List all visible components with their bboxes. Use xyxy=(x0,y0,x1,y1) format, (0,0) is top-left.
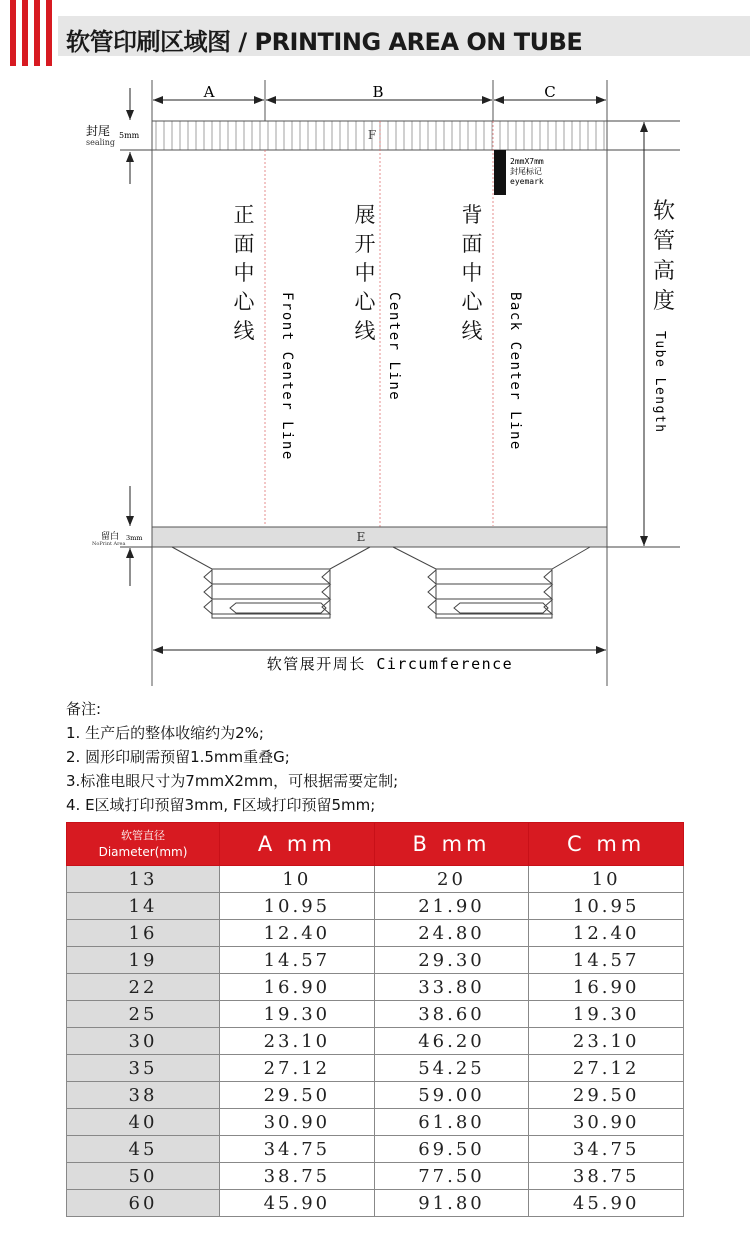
table-row xyxy=(67,1001,684,1028)
cell-diameter: 30 xyxy=(67,1028,220,1055)
table-row xyxy=(67,947,684,974)
cell-diameter: 45 xyxy=(67,1136,220,1163)
cell-b: 20 xyxy=(374,866,529,893)
cell-c: 14.57 xyxy=(529,947,684,974)
table-row xyxy=(67,1109,684,1136)
cell-diameter: 13 xyxy=(67,866,220,893)
cell-a: 45.90 xyxy=(220,1190,375,1217)
cell-c: 30.90 xyxy=(529,1109,684,1136)
cell-a: 10.95 xyxy=(220,893,375,920)
noprint-sub: NoPrint Area xyxy=(92,541,126,547)
cell-c: 38.75 xyxy=(529,1163,684,1190)
table-row xyxy=(67,1190,684,1217)
sealing-size: 5mm xyxy=(119,131,140,140)
cell-diameter: 14 xyxy=(67,893,220,920)
cell-c: 19.30 xyxy=(529,1001,684,1028)
cell-c: 45.90 xyxy=(529,1190,684,1217)
cell-c: 10 xyxy=(529,866,684,893)
cell-diameter: 16 xyxy=(67,920,220,947)
header-diameter: 软管直径 Diameter(mm) xyxy=(67,823,220,866)
cell-c: 29.50 xyxy=(529,1082,684,1109)
table-row xyxy=(67,1136,684,1163)
back-center-cn-label: 背面中心线 xyxy=(461,203,483,343)
section-c-label: C xyxy=(544,83,556,101)
cell-c: 10.95 xyxy=(529,893,684,920)
cell-a: 38.75 xyxy=(220,1163,375,1190)
eyemark-cn: 封尾标记 xyxy=(510,167,542,176)
header-a: A mm xyxy=(220,823,375,866)
sealing-label: 封尾 xyxy=(86,124,111,138)
cell-c: 34.75 xyxy=(529,1136,684,1163)
cell-a: 34.75 xyxy=(220,1136,375,1163)
noprint-zone-label: E xyxy=(356,530,366,544)
noprint-size: 3mm xyxy=(126,534,143,542)
eyemark-size: 2mmX7mm xyxy=(510,157,544,166)
note-item: 1. 生产后的整体收缩约为2%; xyxy=(66,724,264,742)
cell-diameter: 38 xyxy=(67,1082,220,1109)
cell-a: 29.50 xyxy=(220,1082,375,1109)
page-title: 软管印刷区域图 / PRINTING AREA ON TUBE xyxy=(66,28,583,56)
cell-b: 24.80 xyxy=(374,920,529,947)
center-en-label: Center Line xyxy=(386,292,402,402)
notes-section xyxy=(66,697,398,817)
tube-length-cn-label: 软管高度 xyxy=(652,199,676,314)
table-row xyxy=(67,974,684,1001)
noprint-zone-e xyxy=(152,527,607,547)
noprint-label: 留白 xyxy=(101,532,120,542)
sealing-sub: sealing xyxy=(86,138,115,147)
section-b-dimension xyxy=(266,83,492,101)
notes-title: 备注: xyxy=(66,700,102,718)
cell-b: 38.60 xyxy=(374,1001,529,1028)
cell-a: 16.90 xyxy=(220,974,375,1001)
table-row xyxy=(67,1163,684,1190)
cell-diameter: 60 xyxy=(67,1190,220,1217)
circumference-label: 软管展开周长 Circumference xyxy=(266,655,514,673)
table-row xyxy=(67,1028,684,1055)
note-item: 2. 圆形印刷需预留1.5mm重叠G; xyxy=(66,748,290,766)
cell-b: 54.25 xyxy=(374,1055,529,1082)
section-a-dimension xyxy=(153,83,264,101)
header-b: B mm xyxy=(374,823,529,866)
eyemark-en: eyemark xyxy=(510,177,544,186)
cell-diameter: 50 xyxy=(67,1163,220,1190)
front-center-cn-label: 正面中心线 xyxy=(233,203,255,343)
cell-a: 14.57 xyxy=(220,947,375,974)
cell-b: 33.80 xyxy=(374,974,529,1001)
cell-b: 91.80 xyxy=(374,1190,529,1217)
cell-b: 29.30 xyxy=(374,947,529,974)
cell-diameter: 19 xyxy=(67,947,220,974)
table-row xyxy=(67,920,684,947)
cell-a: 12.40 xyxy=(220,920,375,947)
cell-diameter: 22 xyxy=(67,974,220,1001)
cell-a: 10 xyxy=(220,866,375,893)
back-center-en-label: Back Center Line xyxy=(507,292,523,451)
cell-a: 27.12 xyxy=(220,1055,375,1082)
table-header-row xyxy=(67,823,684,866)
section-a-label: A xyxy=(203,83,215,101)
cell-b: 21.90 xyxy=(374,893,529,920)
note-item: 3.标准电眼尺寸为7mmX2mm，可根据需要定制; xyxy=(66,772,399,790)
cell-diameter: 40 xyxy=(67,1109,220,1136)
cell-b: 46.20 xyxy=(374,1028,529,1055)
cell-b: 69.50 xyxy=(374,1136,529,1163)
printing-area-diagram xyxy=(0,66,750,696)
center-cn-label: 展开中心线 xyxy=(354,203,376,343)
cell-b: 59.00 xyxy=(374,1082,529,1109)
section-b-label: B xyxy=(372,83,384,101)
front-center-en-label: Front Center Line xyxy=(279,292,295,461)
section-c-dimension xyxy=(494,83,606,101)
sealing-zone-label: F xyxy=(367,128,377,142)
cell-c: 27.12 xyxy=(529,1055,684,1082)
table-row xyxy=(67,1055,684,1082)
table-row xyxy=(67,893,684,920)
cell-c: 16.90 xyxy=(529,974,684,1001)
eyemark-block xyxy=(494,150,506,195)
table-row xyxy=(67,866,684,893)
cell-c: 23.10 xyxy=(529,1028,684,1055)
cell-a: 30.90 xyxy=(220,1109,375,1136)
cell-b: 77.50 xyxy=(374,1163,529,1190)
dimension-table xyxy=(66,822,684,1217)
cell-b: 61.80 xyxy=(374,1109,529,1136)
cell-diameter: 35 xyxy=(67,1055,220,1082)
tube-shoulder-right xyxy=(393,547,590,618)
sealing-zone-f xyxy=(152,121,607,150)
cell-a: 23.10 xyxy=(220,1028,375,1055)
cell-c: 12.40 xyxy=(529,920,684,947)
cell-diameter: 25 xyxy=(67,1001,220,1028)
header-c: C mm xyxy=(529,823,684,866)
tube-shoulder-left xyxy=(172,547,370,618)
tube-length-en-label: Tube Length xyxy=(652,331,667,434)
table-row xyxy=(67,1082,684,1109)
cell-a: 19.30 xyxy=(220,1001,375,1028)
note-item: 4. E区域打印预留3mm, F区域打印预留5mm; xyxy=(66,796,376,814)
